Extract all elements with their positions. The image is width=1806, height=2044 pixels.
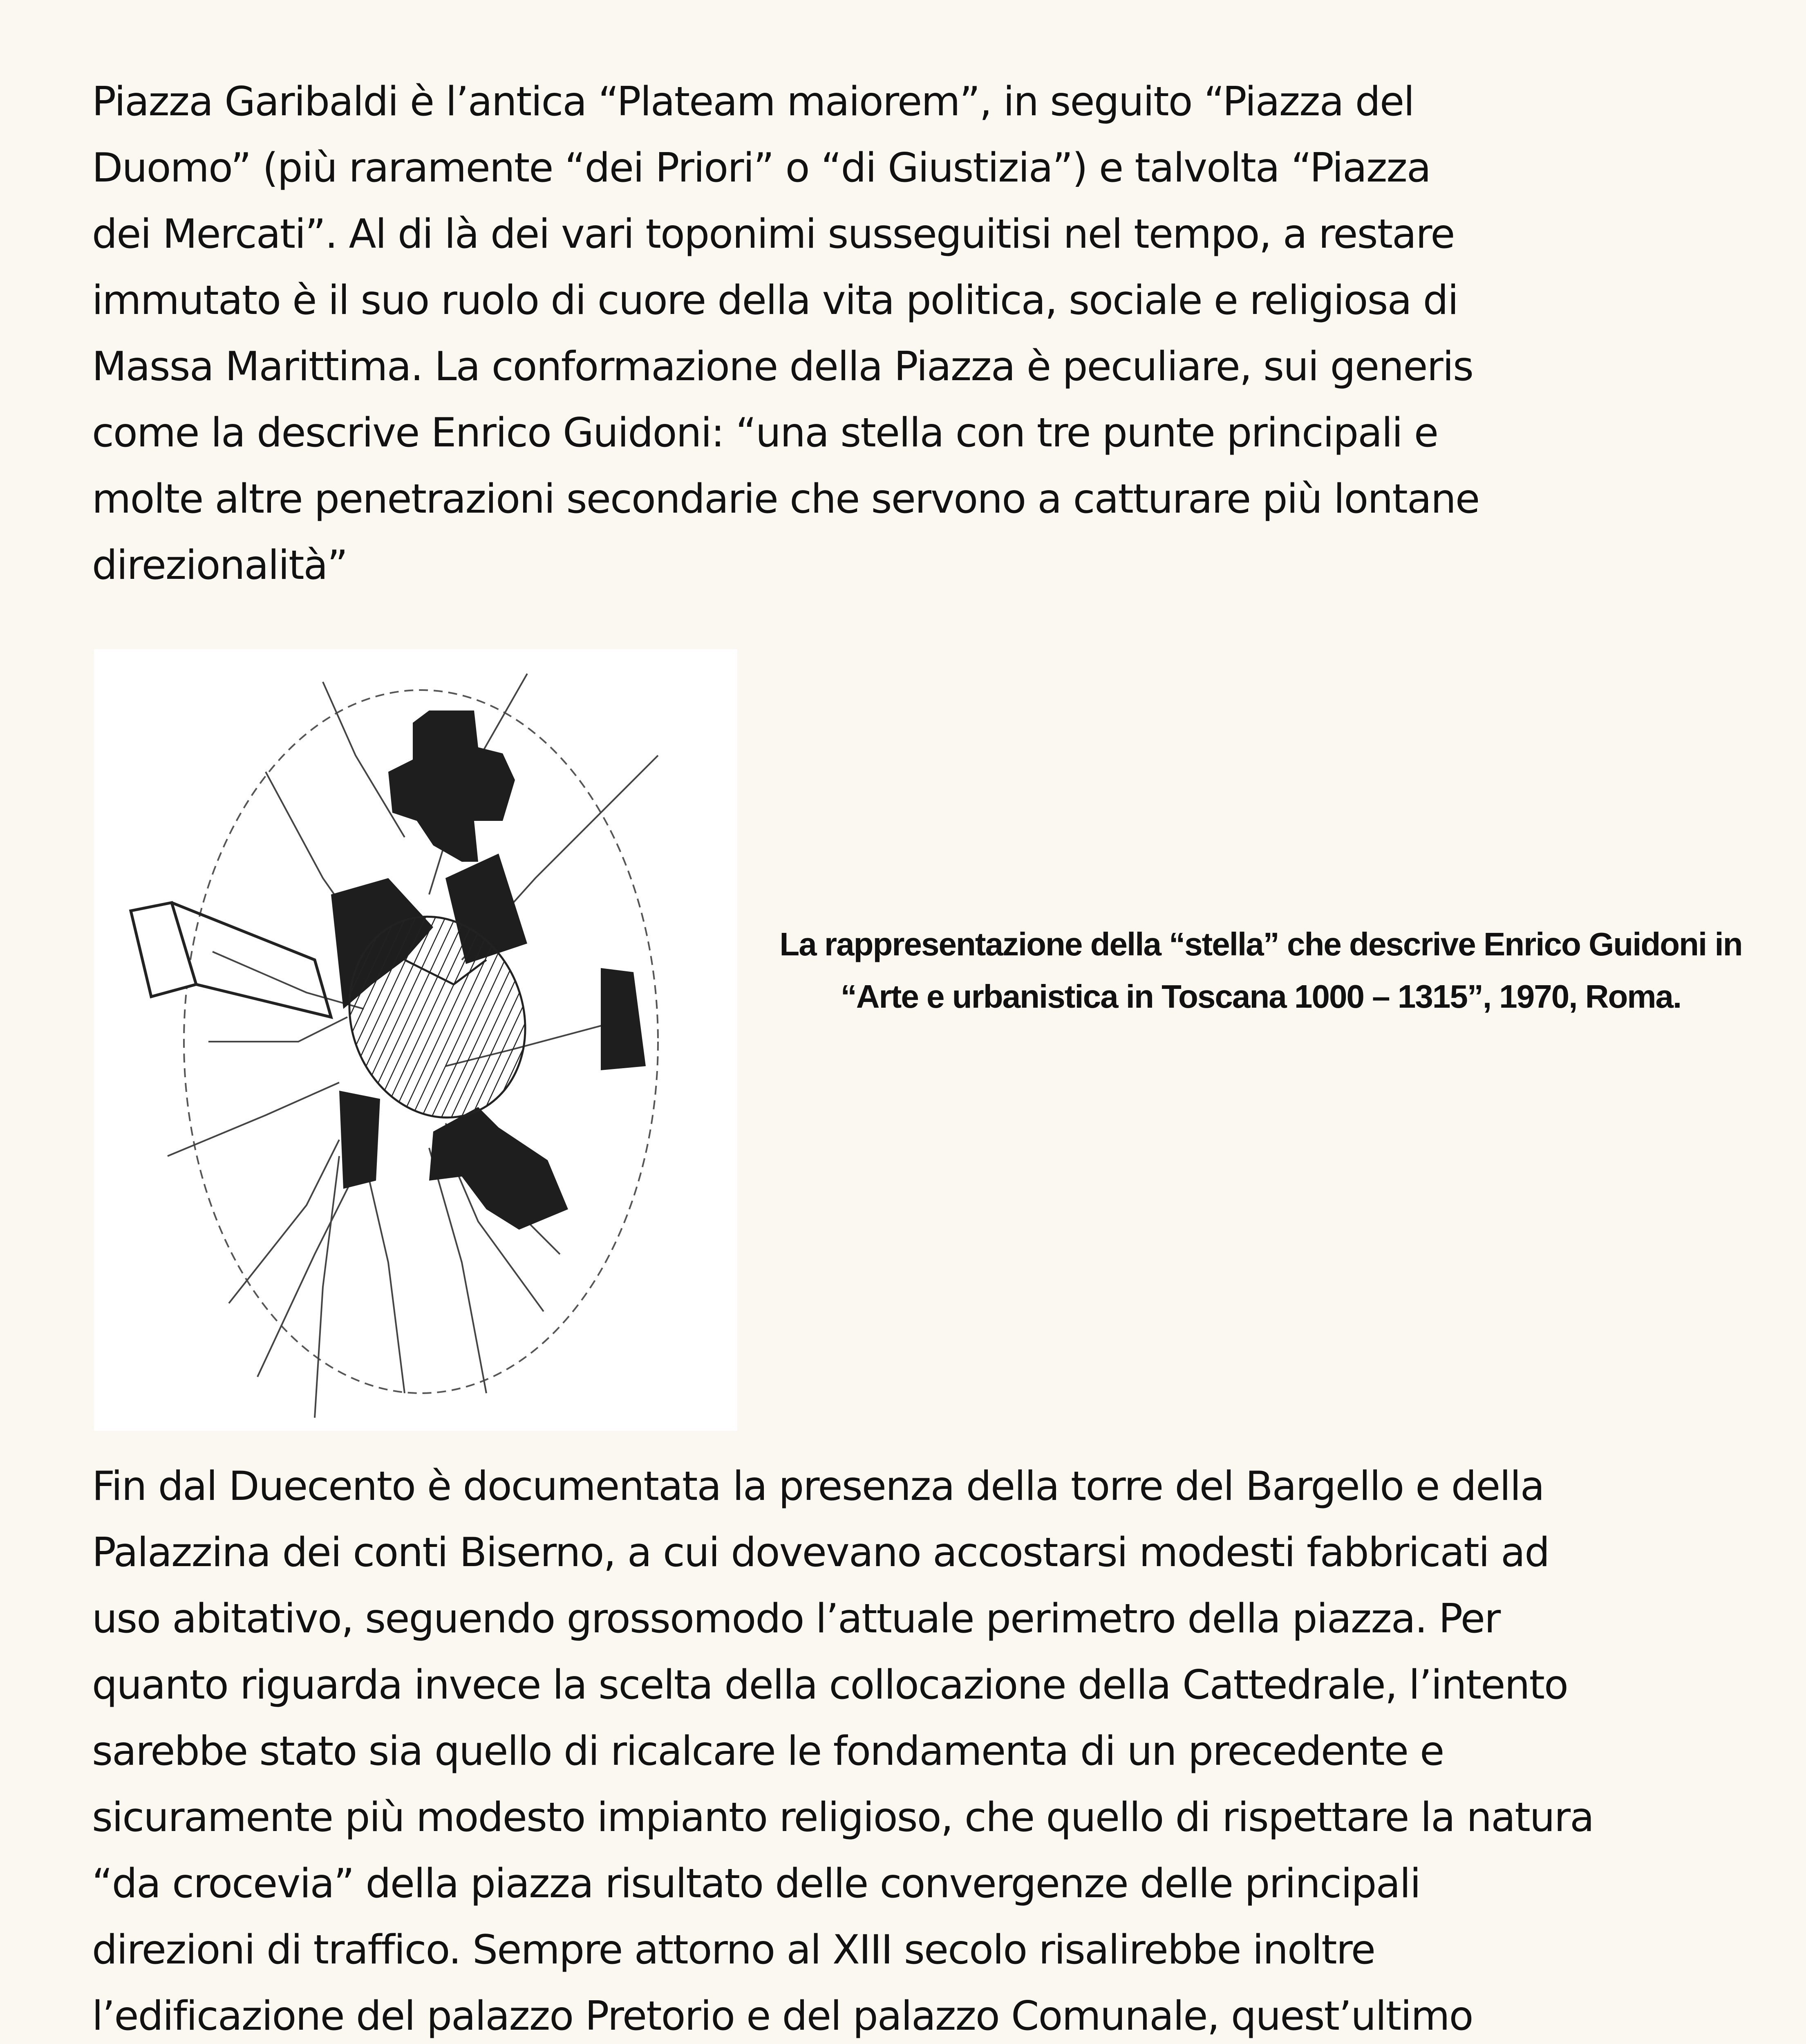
text-line: Fin dal Duecento è documentata la presenza della torre del Bargello e della: [92, 1463, 1544, 1510]
text-line: direzionalità”: [92, 542, 347, 589]
text-line: dei Mercati”. Al di là dei vari toponimi susseguitisi nel tempo, a restare: [92, 211, 1455, 258]
text-line: immutato è il suo ruolo di cuore della vita politica, sociale e religiosa di: [92, 277, 1458, 324]
text-line: molte altre penetrazioni secondarie che servono a catturare più lontane: [92, 476, 1479, 522]
text-line: Duomo” (più raramente “dei Priori” o “di Giustizia”) e talvolta “Piazza: [92, 145, 1430, 191]
text-line: l’edificazione del palazzo Pretorio e del palazzo Comunale, quest’ultimo: [92, 1993, 1473, 2040]
caption-line: “Arte e urbanistica in Toscana 1000 – 1315”, 1970, Roma.: [840, 978, 1681, 1015]
text-line: direzioni di traffico. Sempre attorno al XIII secolo risalirebbe inoltre: [92, 1927, 1375, 1973]
caption-line: La rappresentazione della “stella” che descrive Enrico Guidoni in: [779, 926, 1742, 962]
intro-paragraph: [92, 69, 1727, 598]
cathedral-block: [388, 710, 515, 862]
text-line: quanto riguarda invece la scelta della collocazione della Cattedrale, l’intento: [92, 1662, 1568, 1708]
figure-caption: [746, 918, 1776, 1023]
block-south: [429, 1107, 568, 1230]
stella-plan-figure: [94, 649, 737, 1431]
block-east: [601, 968, 646, 1070]
text-line: uso abitativo, seguendo grossomodo l’attuale perimetro della piazza. Per: [92, 1596, 1500, 1642]
text-line: Piazza Garibaldi è l’antica “Plateam maiorem”, in seguito “Piazza del: [92, 78, 1414, 125]
text-line: come la descrive Enrico Guidoni: “una stella con tre punte principali e: [92, 410, 1438, 456]
stella-plan-drawing: [94, 649, 737, 1431]
block-west: [339, 1091, 380, 1189]
text-line: Massa Marittima. La conformazione della Piazza è peculiare, sui generis: [92, 343, 1473, 390]
history-paragraph: [92, 1453, 1727, 2044]
text-line: sicuramente più modesto impianto religioso, che quello di rispettare la natura: [92, 1794, 1594, 1841]
text-line: sarebbe stato sia quello di ricalcare le fondamenta di un precedente e: [92, 1728, 1444, 1775]
text-line: Palazzina dei conti Biserno, a cui dovevano accostarsi modesti fabbricati ad: [92, 1529, 1549, 1576]
text-line: “da crocevia” della piazza risultato delle convergenze delle principali: [92, 1860, 1420, 1907]
